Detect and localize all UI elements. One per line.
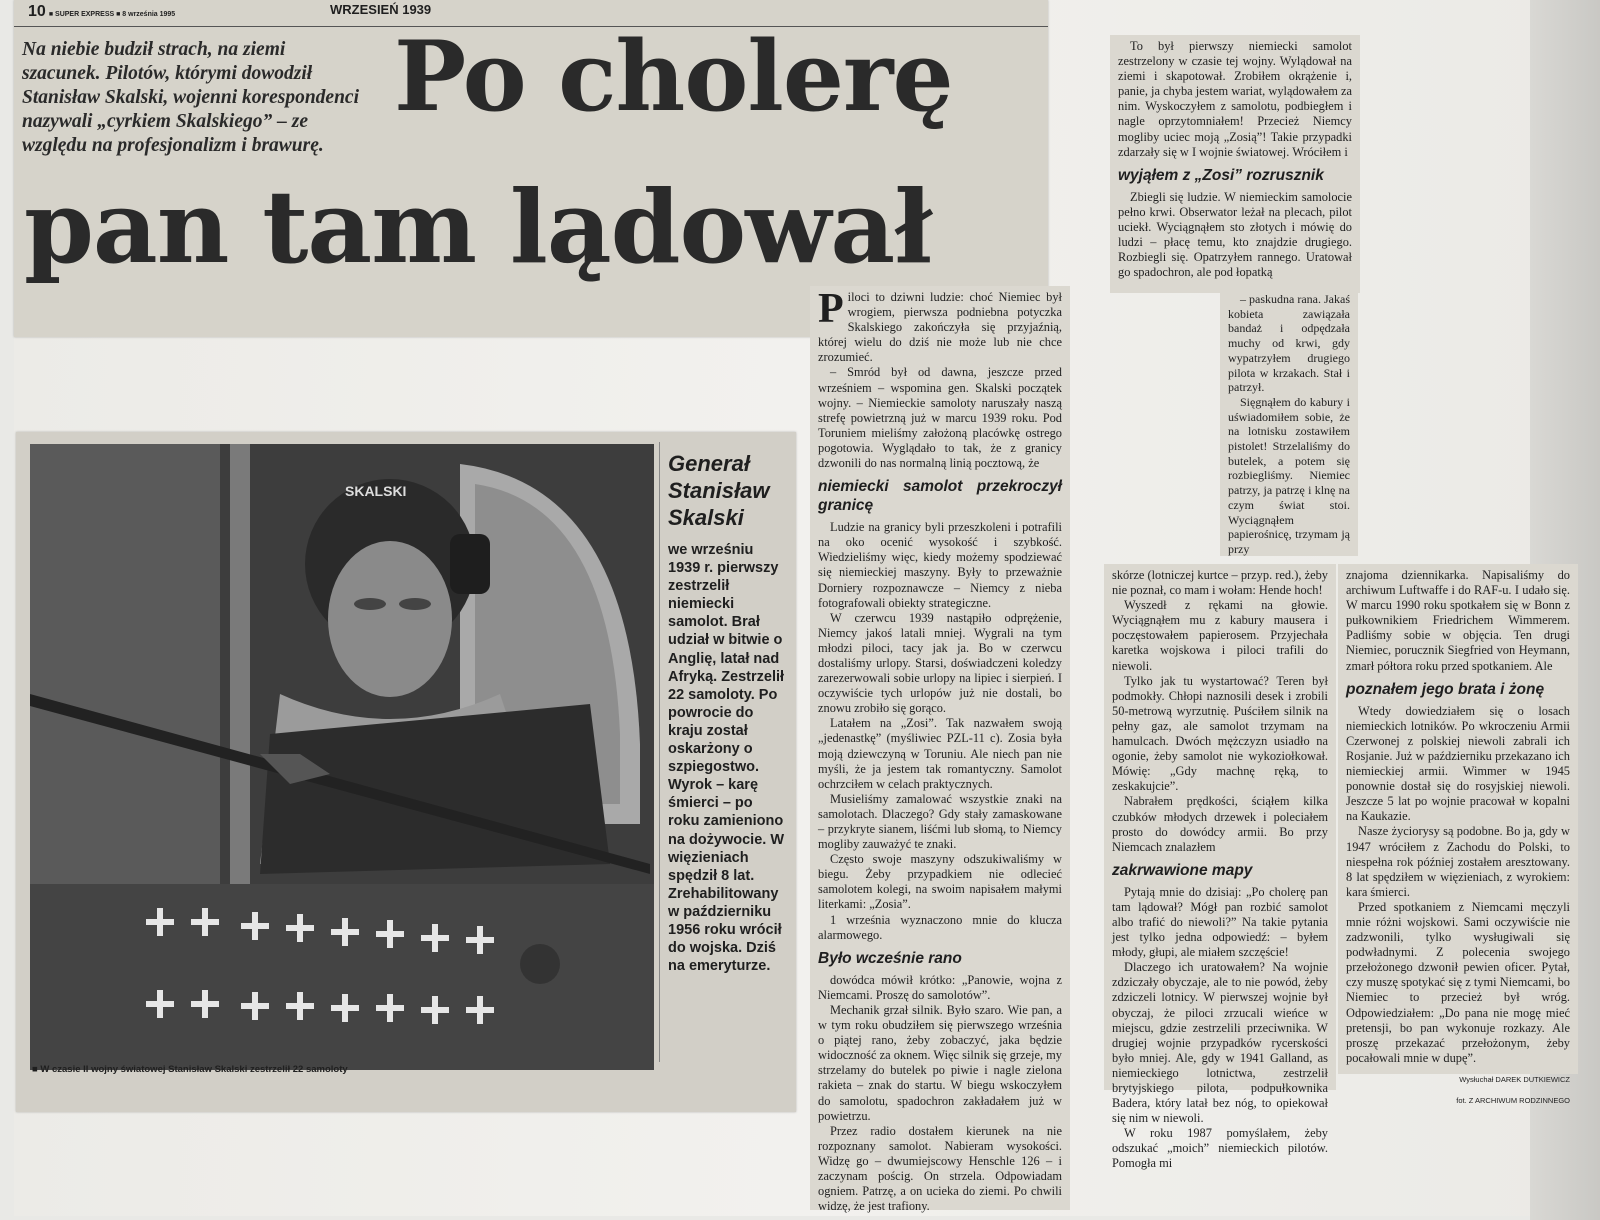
paragraph: Wtedy dowiedziałem się o losach niemieckich lotników. Po wkroczeniu Armii Czerwonej z polskiej niewoli zabrali ich Rosjanie. Już w październiku przekazano ich niemieckiej armii. Wimmer w 1945 ponownie dostał się do rosyjskiej niewoli. Jeszcze 5 lat po wojnie pracował w kopalni na Kaukazie. xyxy=(1346,703,1570,824)
paragraph: Przed spotkaniem z Niemcami męczyli mnie różni wojskowi. Sami oczywiście nie zadzwonili, tylko wysługiwali się podwładnymi. Z polecenia swojego przełożonego dzwonił pewien oficer. Pytał, czy muszę spotykać się z tymi Niemcami, bo Niemiec to przecież był wróg. Odpowiedziałem: „Do pana nie mogę mieć pretensji, bo pan wykonuje rozkazy. Ale proszę przekazać przełożonym, żeby pocałowali mnie w dupę”. xyxy=(1346,899,1570,1065)
paragraph: Często swoje maszyny odszukiwaliśmy w biegu. Żeby przypadkiem nie odlecieć samolotem kolegi, na swoim napisałem małymi literkami: „Zosia”. xyxy=(818,852,1062,912)
article-column-2 xyxy=(1110,35,1360,293)
article-column-3 xyxy=(1104,564,1336,1171)
pilot-photo xyxy=(30,444,654,1070)
paragraph: Mechanik grzał silnik. Było szaro. Wie pan, a w tym roku obudziłem się pierwszego września o piątej rano, żeby zobaczyć, jaka będzie widoczność za oknem. Więc silnik się grzeje, my strzelamy do butelek po piwie i nagle zielona rakieta – znak do startu. W biegu wskoczyłem do samolotu, spadochron zakładałem już w powietrzu. xyxy=(818,1002,1062,1123)
paragraph: – Smród był od dawna, jeszcze przed wrześniem – wspomina gen. Skalski początek wojny. – Niemieckie samoloty naruszały naszą strefę powietrzną już w marcu 1939 roku. Pod Toruniem mieliśmy założoną placówkę ostrego pogotowia. Wyglądało to tak, że z granicy dzwonili do nas normalną linią pocztową, że xyxy=(818,365,1062,471)
bio-text: we wrześniu 1939 r. pierwszy zestrzelił niemiecki samolot. Brał udział w bitwie o Anglię, latał nad Afryką. Zestrzelił 22 samoloty. Po powrocie do kraju został oskarżony o szpiegostwo. Wyrok – karę śmierci – po roku zamieniono na dożywocie. W więzieniach spędził 8 lat. Zrehabilitowany w październiku 1956 roku wrócił do wojska. Dziś na emeryturze. xyxy=(668,542,785,975)
helmet-text: SKALSKI xyxy=(345,483,407,499)
paragraph: znajoma dziennikarka. Napisaliśmy do archiwum Luftwaffe i do RAF-u. I udało się. W marcu 1990 roku spotkałem się w Bonn z pułkownikiem Friedrichem Wimmerem. Padliśmy sobie w objęcia. Ten drugi Niemiec, porucznik Siegfried von Heymann, zmarł półtora roku przed spotkaniem. Ale xyxy=(1346,568,1570,673)
bio-box xyxy=(668,450,786,975)
article-column-2-continued xyxy=(1220,288,1358,556)
paragraph: dowódca mówił krótko: „Panowie, wojna z Niemcami. Proszę do samolotów”. xyxy=(818,972,1062,1002)
paragraph: Pytają mnie do dzisiaj: „Po cholerę pan tam lądował? Mógł pan rozbić samolot albo trafić do niewoli?” Na takie pytania jest tylko jedna odpowiedź: – byłem młody, głupi, ale miałem szczęście! xyxy=(1112,884,1328,960)
paragraph: To był pierwszy niemiecki samolot zestrzelony w czasie tej wojny. Wylądował na ziemi i skapotował. Zrobiłem okrążenie i, panie, ja chyba jestem wariat, wylądowałem za nim. Wyskoczyłem z samolotu, podbiegłem i nagle oprzytomniałem! Przecież Niemcy mogliby uciec moją „Zosią”! Takie przypadki zdarzały się w I wojnie światowej. Wróciłem i xyxy=(1118,39,1352,159)
paragraph: W czerwcu 1939 nastąpiło odprężenie, Niemcy jakoś latali mniej. Wygrali na tym młodzi piloci, tacy jak ja. Bo w czerwcu dostaliśmy urlopy. Starsi, doświadczeni koledzy zarezerwowali sobie urlopy na lipiec i sierpień. I oczywiście tych urlopów już nie dostali, bo znowu zrobiło się gorąco. xyxy=(818,610,1062,716)
paper-date: ■ SUPER EXPRESS ■ 8 września 1995 xyxy=(48,11,176,18)
paragraph: Nasze życiorysy są podobne. Bo ja, gdy w 1947 wróciłem z Zachodu do Polski, to niespełna rok później zostałem aresztowany. 8 lat spędziłem w więzieniach, z wyrokiem: kara śmierci. xyxy=(1346,824,1570,899)
paragraph: – paskudna rana. Jakaś kobieta zawiązała bandaż i odpędzała muchy od krwi, gdy wypatrzyłem drugiego pilota w krzakach. Stał i patrzył. xyxy=(1228,292,1350,395)
subheading: zakrwawione mapy xyxy=(1112,861,1253,879)
paragraph: iloci to dziwni ludzie: choć Niemiec był wrogiem, pierwsza podniebna potyczka Skalskiego zakończyła się przyjaźnią, której wielu do dziś nie może lub nie chce zrozumieć. xyxy=(818,290,1062,365)
article-intro: Na niebie budził strach, na ziemi szacunek. Pilotów, którymi dowodził Stanisław Skalski, wojenni korespondenci nazywali „cyrkiem Skalskiego” – ze względu na profesjonalizm i brawurę. xyxy=(22,39,359,156)
paragraph: Sięgnąłem do kabury i uświadomiłem sobie, że na lotnisku zostawiłem pistolet! Strzelaliśmy do butelek, a potem się rozbiegliśmy. Niemiec patrzy, ja patrzę i klnę na czym świat stoi. Wyciągnąłem papierośnicę, trzymam ją przy xyxy=(1228,394,1350,556)
photo-caption: ■ W czasie II wojny światowej Stanisław Skalski zestrzelił 22 samoloty xyxy=(32,1064,348,1075)
paragraph: Musieliśmy zamalować wszystkie znaki na samolotach. Dlaczego? Gdy stały zamaskowane – przykryte sianem, liśćmi lub słomą, to Niemcy mogliby zauważyć te znaki. xyxy=(818,791,1062,852)
byline-photo-credit: fot. Z ARCHIWUM RODZINNEGO xyxy=(1456,1096,1570,1105)
paragraph: Przez radio dostałem kierunek na nie rozpoznany samolot. Nabieram wysokości. Widzę go – dwumiejscowy Henschle 126 – i zaczynam pościg. On strzela. Odpowiadam ogniem. Patrzę, a on ucieka do ziemi. Po chwili widzę, że jest trafiony. xyxy=(818,1123,1062,1214)
paragraph: 1 września wyznaczono mnie do klucza alarmowego. xyxy=(818,912,1062,942)
subheading: niemiecki samolot przekroczył granicę xyxy=(818,478,1062,515)
paragraph: Dlaczego ich uratowałem? Na wojnie zdziczały obyczaje, ale to nie powód, żeby zdziczeli lotnicy. W pierwszej wojnie był obyczaj, że piloci zrzucali wieńce w miejscu, gdzie zestrzelili przeciwnika. W drugiej wojnie przypadków rycerskości było mniej. Ale, gdy w 1941 Galland, as niemieckiego lotnictwa, zestrzelił brytyjskiego pilota, podpułkownika Badera, który latał bez nóg, to opiekował się nim w niewoli. xyxy=(1112,960,1328,1126)
masthead xyxy=(28,3,175,21)
paragraph: W roku 1987 pomyślałem, żeby odszukać „moich” niemieckich pilotów. Pomogła mi xyxy=(1112,1126,1328,1171)
pilot-photo-image xyxy=(30,444,654,1070)
paragraph: Latałem na „Zosi”. Tak nazwałem swoją „jedenastkę” (myśliwiec PZL-11 c). Zosia była moją dziewczyną w Toruniu. Ale niech pan nie myśli, że ja jestem tak romantyczny. Samolot ochrzciłem w celach praktycznych. xyxy=(818,716,1062,791)
subheading: poznałem jego brata i żonę xyxy=(1346,680,1545,698)
article-column-4 xyxy=(1338,564,1578,1105)
photo-clipping xyxy=(16,432,796,1112)
paragraph: Ludzie na granicy byli przeszkoleni i potrafili na oko ocenić wysokość i szybkość. Wiedzieliśmy więc, kiedy możemy spodziewać się niemieckiej maszyny. Były to przeważnie Dorniery rozpoznawcze – Niemcy z nieba fotografowali obiekty strategiczne. xyxy=(818,520,1062,610)
byline-author: Wysłuchał DAREK DUTKIEWICZ xyxy=(1459,1074,1570,1084)
section-title: WRZESIEŃ 1939 xyxy=(330,2,432,17)
paragraph: Zbiegli się ludzie. W niemieckim samolocie pełno krwi. Obserwator leżał na plecach, pilot uciekł. Wyciągnąłem sto złotych i mówię do ludzi – płacę temu, kto znajdzie drugiego. Rozbiegli się. Opatrzyłem rannego. Uratował go spadochron, ale pod łopatką xyxy=(1118,189,1352,280)
drop-cap: P xyxy=(818,286,844,332)
bio-separator xyxy=(659,442,660,1062)
paragraph: Nabrałem prędkości, ściąłem kilka czubków młodych drzewek i poleciałem prosto do dowódcy armii. Bo przy Niemcach znalazłem xyxy=(1112,794,1328,854)
bio-title: Generał Stanisław Skalski xyxy=(668,451,770,530)
headline-line-2: pan tam lądował xyxy=(24,168,932,286)
headline-line-1: Po cholerę xyxy=(394,20,953,133)
subheading: wyjąłem z „Zosi” rozrusznik xyxy=(1118,166,1324,184)
page-number: 10 xyxy=(28,3,46,20)
subheading: Było wcześnie rano xyxy=(818,949,962,967)
paragraph: Tylko jak tu wystartować? Teren był podmokły. Chłopi naznosili desek i zrobili 50-metrową wyrzutnię. Puściłem silnik na pełny gaz, ale samolot trzymam na hamulcach. Dwóch mężczyzn usiadło na ogonie, żeby samolot nie wykoziołkował. Mówię: „Gdy machnę ręką, to zeskakujcie”. xyxy=(1112,673,1328,794)
paragraph: Wyszedł z rękami na głowie. Wyciągnąłem mu z kabury mausera i poczęstowałem papierosem. Przyjechała karetka wojskowa i piloci trafili do niewoli. xyxy=(1112,598,1328,673)
article-column-1 xyxy=(810,286,1070,1214)
paragraph: skórze (lotniczej kurtce – przyp. red.), żeby nie poznał, co mam i wołam: Hende hoch! xyxy=(1112,568,1328,598)
